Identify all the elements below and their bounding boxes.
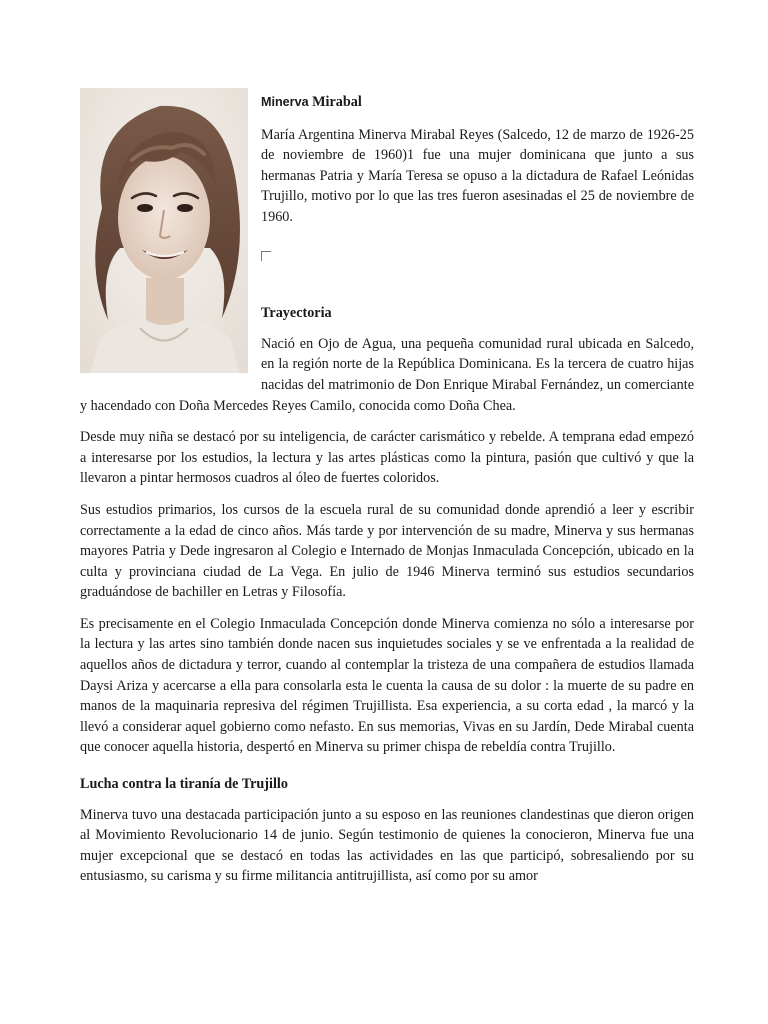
paragraph-trayectoria-4: Es precisamente en el Colegio Inmaculada Concepción donde Minerva comienza no sólo a interesarse por la lectura y las artes sino también donde nacen sus inquietudes sociales y se ve enfrentada a la realidad de aquellos años de dictadura y terror, cuando al contemplar la tristeza de una compañera de estudios llamada Daysi Ariza y acercarse a ella para consolarla esta le cuenta la causa de su dolor : la muerte de su padre en manos de la maquinaria represiva del régimen Trujillista. Esa experiencia, a su corta edad , la marcó y la llevó a considerar aquel gobierno como nefasto. En sus memorias, Vivas en su Jardín, Dede Mirabal cuenta que conocer aquella historia, despertó en Minerva su primer chispa de rebeldía contra Trujillo. (80, 615, 694, 756)
document-page (80, 88, 694, 898)
portrait-photo (80, 88, 248, 373)
paragraph-lucha-1: Minerva tuvo una destacada participación junto a su esposo en las reuniones clandestinas que dieron origen al Movimiento Revolucionario 14 de junio. Según testimonio de quienes la conocieron, Minerva fue una mujer excepcional que se destacó en todas las actividades en las que participó, sobresaliendo por su entusiasmo, su carisma y su firme militancia antitrujillista, así como por su amor (80, 806, 694, 885)
section-heading-trayectoria: Trayectoria (261, 305, 332, 322)
paragraph-trayectoria-2: Desde muy niña se destacó por su inteligencia, de carácter carismático y rebelde. A temprana edad empezó a interesarse por los estudios, la lectura y las artes plásticas como la pintura, pasión que cultivó y que la llevaron a pintar hermosos cuadros al óleo de fuertes coloridos. (80, 429, 694, 487)
title-second-word: Mirabal (312, 94, 362, 110)
paragraph-trayectoria-1: Nació en Ojo de Agua, una pequeña comunidad rural ubicada en Salcedo, en la región norte de la República Dominicana. Es la tercera de cuatro hijas nacidas del matrimonio de Don Enrique Mirabal Fernández, un comerciante y hacendado con Doña Mercedes Reyes Camilo, conocida como Doña Chea. (80, 335, 694, 414)
paragraph-trayectoria-3: Sus estudios primarios, los cursos de la escuela rural de su comunidad donde aprendió a leer y escribir correctamente a la edad de cinco años. Más tarde y por intervención de su madre, Minerva y sus hermanas mayores Patria y Dede ingresaron al Colegio e Internado de Monjas Inmaculada Concepción, ubicado en la culta y provinciana ciudad de La Vega. En julio de 1946 Minerva terminó sus estudios secundarios graduándose de bachiller en Letras y Filosofía. (80, 501, 694, 601)
section-heading-lucha: Lucha contra la tiranía de Trujillo (80, 776, 288, 793)
intro-paragraph: María Argentina Minerva Mirabal Reyes (Salcedo, 12 de marzo de 1926-25 de noviembre de 1960)1 fue una mujer dominicana que junto a sus hermanas Patria y María Teresa se opuso a la dictadura de Rafael Leónidas Trujillo, motivo por lo que las tres fueron asesinadas el 25 de noviembre de 1960. (261, 126, 694, 225)
empty-checkbox-icon (261, 251, 271, 261)
title-first-word: Minerva (261, 95, 309, 109)
